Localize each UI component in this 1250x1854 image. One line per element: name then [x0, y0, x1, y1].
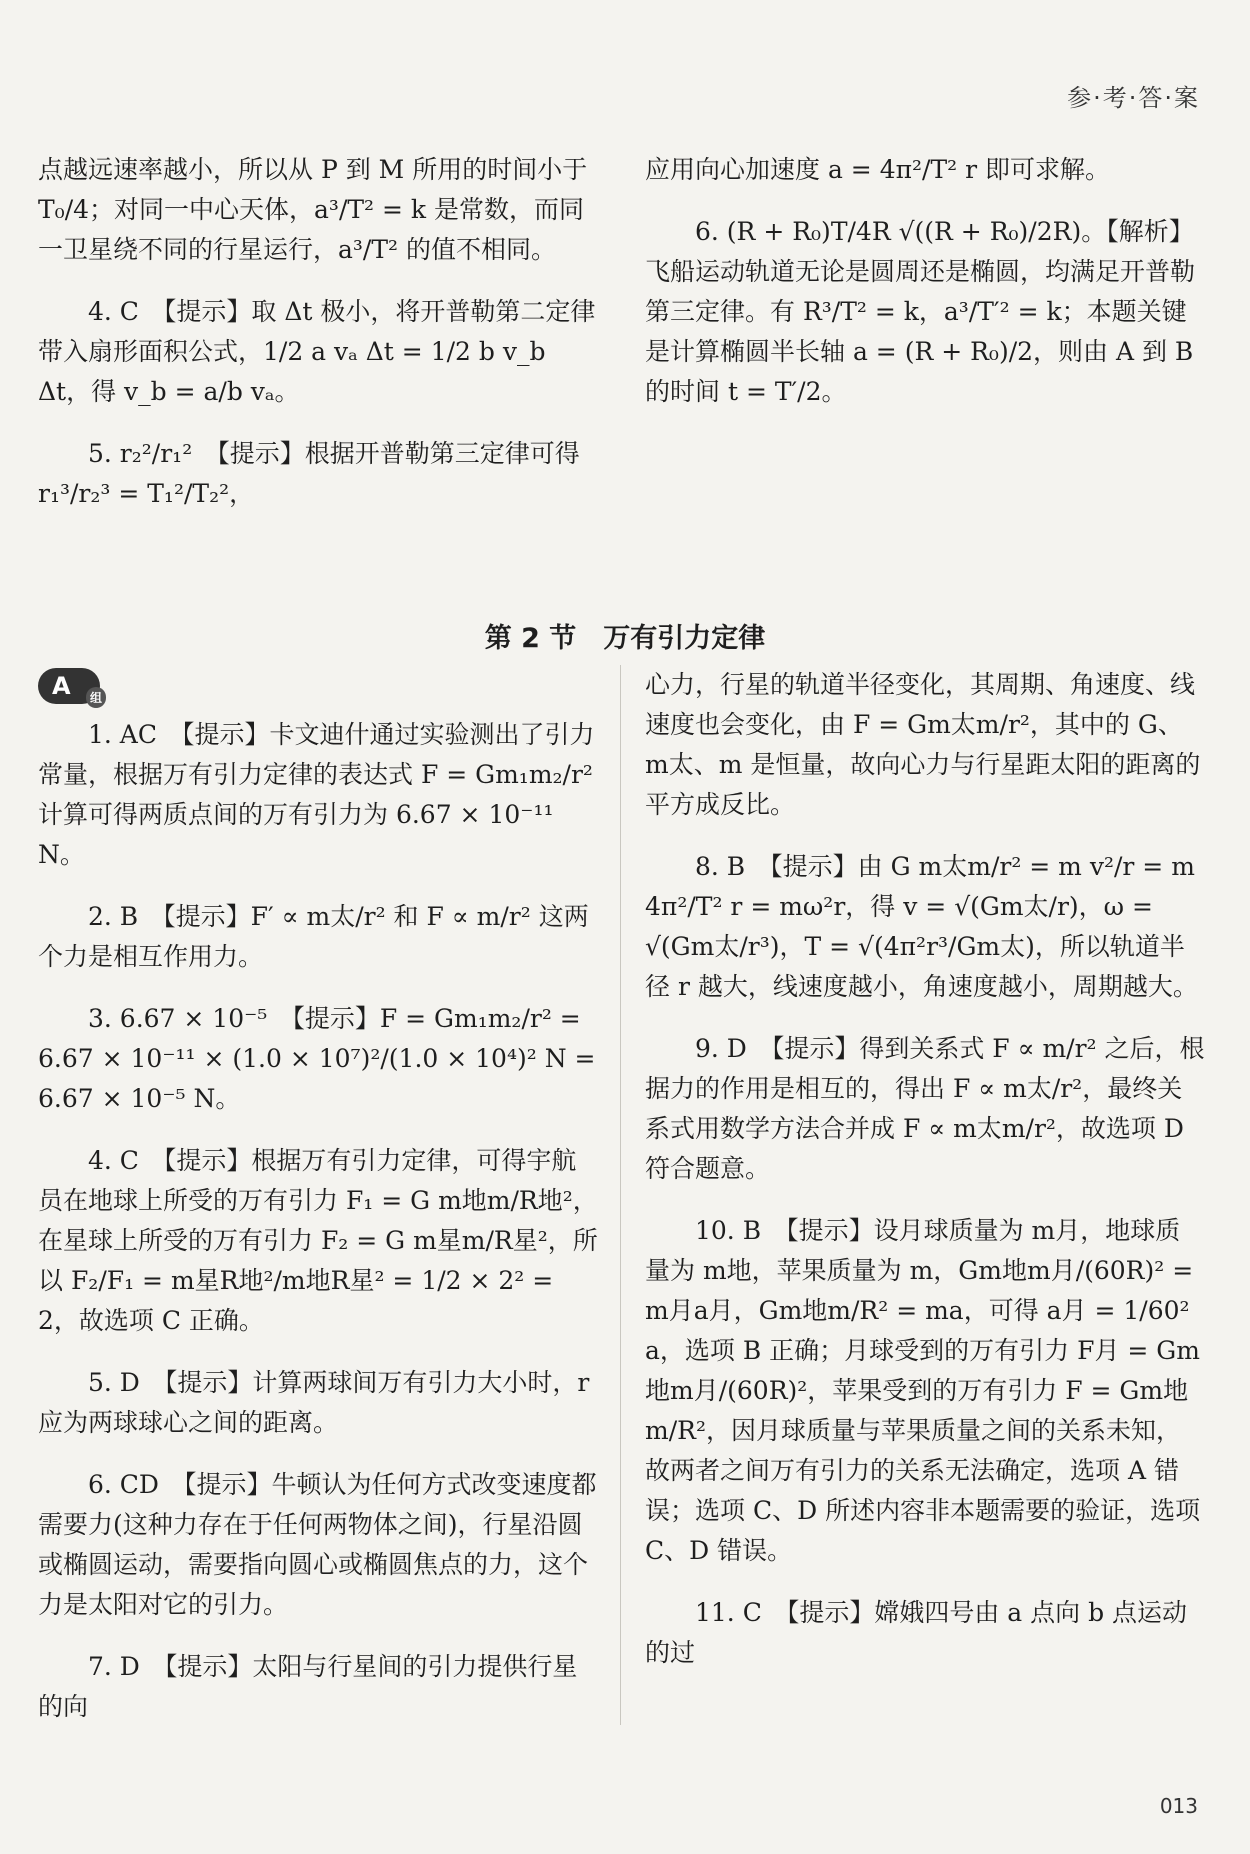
- answer-10: 10. B 【提示】设月球质量为 m月，地球质量为 m地，苹果质量为 m，Gm地m月/(60R)² = m月a月，Gm地m/R² = ma，可得 a月 = 1/60² a，选项 B 正确；月球受到的万有引力 F月 = Gm地m月/(60R)²，苹果受到的万有引力 F = Gm地m/R²，因月球质量与苹果质量之间的关系未知，故两者之间万有引力的关系无法确定，选项 A 错误；选项 C、D 所述内容非本题需要的验证，选项 C、D 错误。: [645, 1216, 1201, 1565]
- lower-right-column: [645, 665, 1205, 1695]
- column-divider: [620, 665, 621, 1725]
- answer-1: 1. AC 【提示】卡文迪什通过实验测出了引力常量，根据万有引力定律的表达式 F = Gm₁m₂/r² 计算可得两质点间的万有引力为 6.67 × 10⁻¹¹ N。: [38, 720, 595, 869]
- answer-4: 4. C 【提示】取 Δt 极小，将开普勒第二定律带入扇形面积公式，1/2 a vₐ Δt = 1/2 b v_b Δt，得 v_b = a/b vₐ。: [38, 297, 596, 406]
- section-title: 第 2 节 万有引力定律: [484, 623, 766, 654]
- answer-6: 6. CD 【提示】牛顿认为任何方式改变速度都需要力(这种力存在于任何两物体之间)，行星沿圆或椭圆运动，需要指向圆心或椭圆焦点的力，这个力是太阳对它的引力。: [38, 1470, 597, 1619]
- answer-8: 8. B 【提示】由 G m太m/r² = m v²/r = m 4π²/T² r = mω²r，得 v = √(Gm太/r)，ω = √(Gm太/r³)，T = √(4π²r³/Gm太)，所以轨道半径 r 越大，线速度越小，角速度越小，周期越大。: [645, 852, 1198, 1001]
- paragraph: 应用向心加速度 a = 4π²/T² r 即可求解。: [645, 155, 1111, 184]
- page-number: 013: [1159, 1794, 1198, 1818]
- paragraph: 点越远速率越小，所以从 P 到 M 所用的时间小于 T₀/4；对同一中心天体，a³/T² = k 是常数，而同一卫星绕不同的行星运行，a³/T² 的值不相同。: [38, 155, 588, 264]
- group-a-badge: [38, 668, 100, 704]
- answer-5: 5. D 【提示】计算两球间万有引力大小时，r 应为两球球心之间的距离。: [38, 1368, 590, 1437]
- top-right-column: [645, 150, 1205, 434]
- answer-6: 6. (R + R₀)T/4R √((R + R₀)/2R)。【解析】飞船运动轨道无论是圆周还是椭圆，均满足开普勒第三定律。有 R³/T² = k，a³/T′² = k；本题关键是计算椭圆半长轴 a = (R + R₀)/2，则由 A 到 B 的时间 t = T′/2。: [645, 217, 1196, 406]
- answer-4: 4. C 【提示】根据万有引力定律，可得宇航员在地球上所受的万有引力 F₁ = G m地m/R地²，在星球上所受的万有引力 F₂ = G m星m/R星²，所以 F₂/F₁ = m星R地²/m地R星² = 1/2 × 2² = 2，故选项 C 正确。: [38, 1146, 598, 1335]
- answer-7-continued: 心力，行星的轨道半径变化，其周期、角速度、线速度也会变化，由 F = Gm太m/r²，其中的 G、m太、m 是恒量，故向心力与行星距太阳的距离的平方成反比。: [645, 670, 1201, 819]
- page-header: 参·考·答·案: [1067, 84, 1200, 112]
- badge-label: A: [52, 672, 71, 700]
- answer-9: 9. D 【提示】得到关系式 F ∝ m/r² 之后，根据力的作用是相互的，得出 F ∝ m太/r²，最终关系式用数学方法合并成 F ∝ m太m/r²，故选项 D 符合题意。: [645, 1034, 1205, 1183]
- answer-2: 2. B 【提示】F′ ∝ m太/r² 和 F ∝ m/r² 这两个力是相互作用力。: [38, 902, 589, 971]
- answer-5: 5. r₂²/r₁² 【提示】根据开普勒第三定律可得 r₁³/r₂³ = T₁²/T₂²，: [38, 439, 580, 508]
- top-left-column: [38, 150, 598, 536]
- lower-left-column: [38, 715, 598, 1749]
- badge-sub-label: 组: [86, 687, 106, 708]
- answer-3: 3. 6.67 × 10⁻⁵ 【提示】F = Gm₁m₂/r² = 6.67 × 10⁻¹¹ × (1.0 × 10⁷)²/(1.0 × 10⁴)² N = 6.67 × 10⁻⁵ N。: [38, 1004, 596, 1113]
- answer-7: 7. D 【提示】太阳与行星间的引力提供行星的向: [38, 1652, 578, 1721]
- answer-11: 11. C 【提示】嫦娥四号由 a 点向 b 点运动的过: [645, 1598, 1188, 1667]
